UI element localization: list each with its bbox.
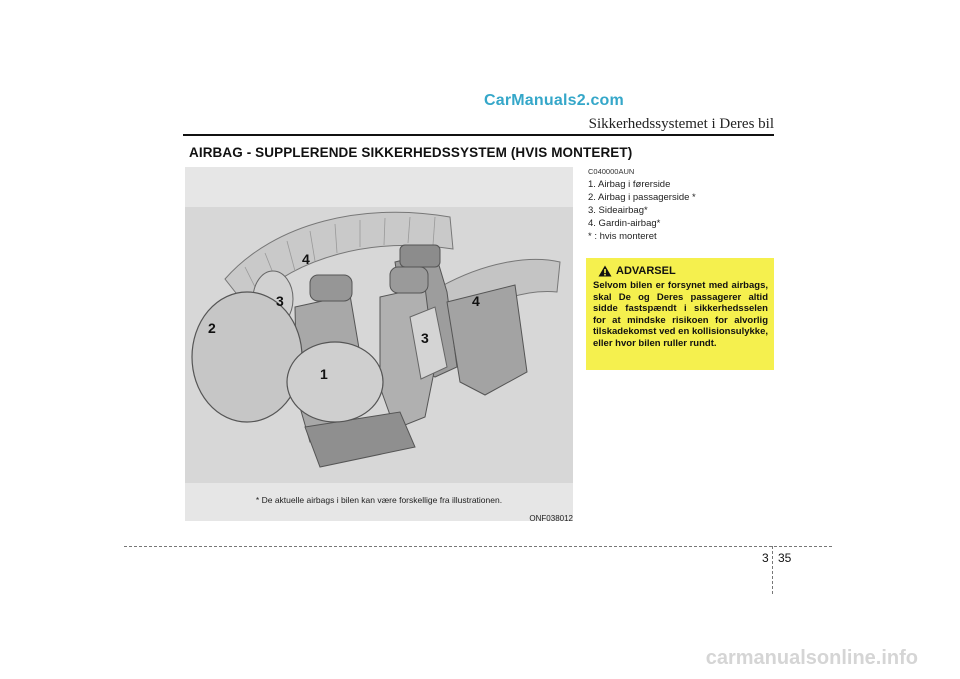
- warning-box: [586, 258, 774, 370]
- section-title: AIRBAG - SUPPLERENDE SIKKERHEDSSYSTEM (HVIS MONTERET): [189, 145, 633, 160]
- watermark: carmanualsonline.info: [705, 647, 918, 669]
- footer-rule: [124, 546, 832, 547]
- warning-triangle-icon: [598, 265, 612, 277]
- callout-curtain-airbag-front: 4: [302, 251, 310, 267]
- rear-seat-right: [447, 285, 527, 395]
- figure-caption: * De aktuelle airbags i bilen kan være forskellige fra illustrationen.: [255, 495, 503, 505]
- driver-airbag: [287, 342, 383, 422]
- callout-passenger-airbag: 2: [208, 320, 216, 336]
- list-item: 4. Gardin-airbag*: [588, 218, 661, 229]
- page-number: 35: [778, 551, 792, 565]
- list-item: 3. Sideairbag*: [588, 205, 648, 216]
- warning-header: [598, 265, 768, 277]
- airbag-list: [588, 178, 696, 243]
- list-item: * : hvis monteret: [588, 231, 657, 242]
- chapter-number: 3: [762, 551, 769, 565]
- site-logo: CarManuals2.com: [484, 92, 624, 109]
- airbag-figure: [185, 167, 573, 521]
- rear-headrest: [400, 245, 440, 267]
- callout-side-airbag-rear: 3: [421, 330, 429, 346]
- header-title: Sikkerhedssystemet i Deres bil: [588, 116, 774, 132]
- header-rule: [183, 134, 774, 136]
- callout-curtain-airbag-rear: 4: [472, 293, 480, 309]
- callout-driver-airbag: 1: [320, 366, 328, 382]
- page-number-separator: [772, 546, 773, 594]
- warning-title: ADVARSEL: [616, 265, 676, 277]
- list-item: 1. Airbag i førerside: [588, 179, 671, 190]
- passenger-airbag: [192, 292, 302, 422]
- front-headrest-right: [390, 267, 428, 293]
- doc-code: C040000AUN: [588, 167, 635, 176]
- figure-code: ONF038012: [529, 514, 573, 523]
- warning-text: Selvom bilen er forsynet med airbags, skal De og Deres passagerer altid sidde fastspændt i sikkerhedsselen for at mindske risikoen for alvorlig tilskadekomst ved en kollisionsulykke, eller hvor bilen ruller rundt.: [593, 280, 768, 349]
- car-interior-illustration: [185, 167, 573, 487]
- list-item: 2. Airbag i passagerside *: [588, 192, 696, 203]
- front-headrest-left: [310, 275, 352, 301]
- callout-side-airbag-front: 3: [276, 293, 284, 309]
